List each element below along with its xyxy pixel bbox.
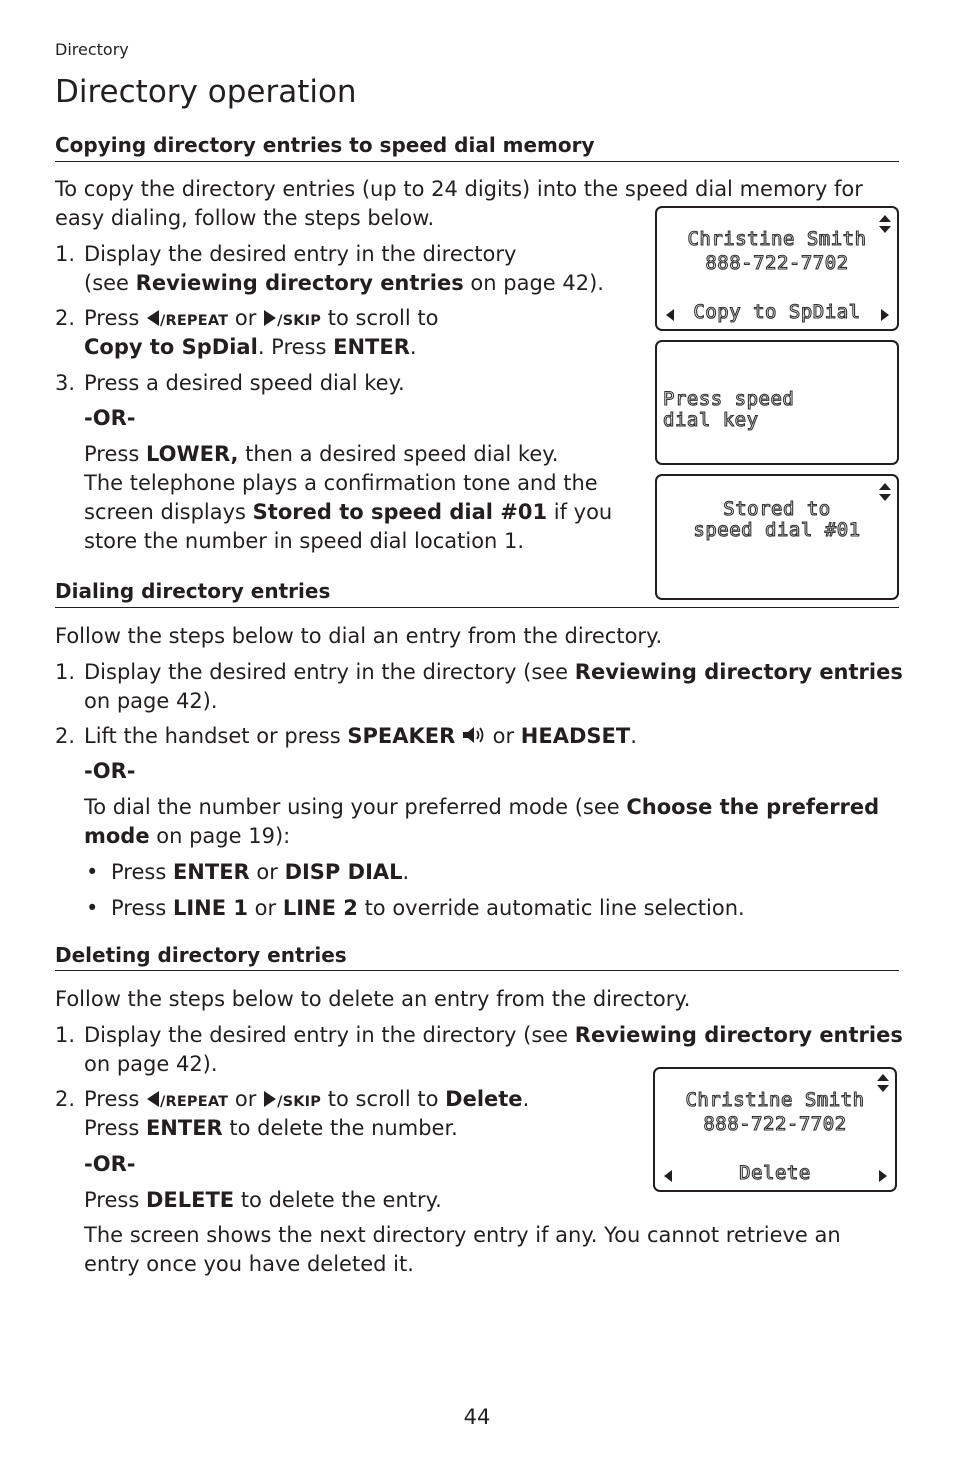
copy-intro-line-1: To copy the directory entries (up to 24 digits) into the speed dial memory for bbox=[55, 177, 863, 201]
lcd-entry-name: Christine Smith bbox=[687, 228, 867, 250]
lcd-menu-option: Delete bbox=[739, 1162, 811, 1184]
dial-step-1-line-1: Display the desired entry in the directory (see Reviewing directory entries bbox=[84, 660, 903, 684]
delete-step-1-line-1: Display the desired entry in the directory (see Reviewing directory entries bbox=[84, 1023, 903, 1047]
dial-step-2-line-1: Lift the handset or press SPEAKER or HEADSET. bbox=[84, 724, 637, 748]
left-arrow-icon bbox=[146, 309, 160, 327]
page-title: Directory operation bbox=[55, 74, 357, 110]
right-arrow-icon bbox=[263, 1090, 277, 1108]
dial-section-heading: Dialing directory entries bbox=[55, 579, 331, 603]
copy-step-2-line-2: Copy to SpDial. Press ENTER. bbox=[84, 335, 417, 359]
lcd-stored-line-2: speed dial #01 bbox=[693, 519, 861, 541]
dial-step-2-line-2: To dial the number using your preferred mode (see Choose the preferred bbox=[84, 795, 880, 819]
lcd-entry-number: 888-722-7702 bbox=[703, 1113, 847, 1135]
lcd-menu-option: Copy to SpDial bbox=[693, 301, 861, 323]
right-arrow-icon bbox=[880, 308, 890, 322]
dial-bullet-2: Press LINE 1 or LINE 2 to override automatic line selection. bbox=[111, 896, 745, 920]
delete-step-2-line-3: Press DELETE to delete the entry. bbox=[84, 1188, 442, 1212]
skip-key-label: SKIP bbox=[282, 1094, 322, 1110]
delete-step-2-line-2: Press ENTER to delete the number. bbox=[84, 1116, 458, 1140]
delete-or-label: -OR- bbox=[84, 1152, 136, 1176]
delete-intro: Follow the steps below to delete an entry from the directory. bbox=[55, 987, 691, 1011]
delete-section-rule bbox=[55, 970, 899, 971]
lcd-screen-press-speed bbox=[655, 340, 899, 465]
copy-step-3-line-3: The telephone plays a confirmation tone and the bbox=[84, 471, 598, 495]
copy-step-3-line-2: Press LOWER, then a desired speed dial key. bbox=[84, 442, 559, 466]
dial-bullet-1: Press ENTER or DISP DIAL. bbox=[111, 860, 410, 884]
copy-section-rule bbox=[55, 161, 899, 162]
copy-step-1-line-1: Display the desired entry in the directory bbox=[84, 242, 517, 266]
copy-or-label: -OR- bbox=[84, 406, 136, 430]
dial-step-2-number: 2. bbox=[55, 724, 76, 748]
delete-step-2-line-1: Press /REPEAT or /SKIP to scroll to Delete. bbox=[84, 1087, 530, 1111]
bullet-marker: • bbox=[86, 860, 99, 884]
dial-step-1-line-2: on page 42). bbox=[84, 689, 218, 713]
copy-step-2-line-1: Press /REPEAT or /SKIP to scroll to bbox=[84, 306, 439, 330]
delete-step-2-number: 2. bbox=[55, 1087, 76, 1111]
lcd-prompt-line-1: Press speed bbox=[663, 388, 795, 410]
copy-step-1-number: 1. bbox=[55, 242, 76, 266]
delete-step-1-line-2: on page 42). bbox=[84, 1052, 218, 1076]
delete-step-1-number: 1. bbox=[55, 1023, 76, 1047]
lcd-entry-name: Christine Smith bbox=[685, 1089, 865, 1111]
copy-step-3-line-1: Press a desired speed dial key. bbox=[84, 371, 405, 395]
lcd-screen-delete bbox=[653, 1067, 897, 1192]
dial-step-1-number: 1. bbox=[55, 660, 76, 684]
cross-reference: Reviewing directory entries bbox=[135, 271, 464, 295]
copy-intro-line-2: easy dialing, follow the steps below. bbox=[55, 206, 435, 230]
dial-step-2-line-3: mode on page 19): bbox=[84, 824, 291, 848]
lcd-screen-stored bbox=[655, 474, 899, 600]
copy-step-2-number: 2. bbox=[55, 306, 76, 330]
dial-or-label: -OR- bbox=[84, 759, 136, 783]
delete-step-2-line-4: The screen shows the next directory entry if any. You cannot retrieve an bbox=[84, 1223, 841, 1247]
repeat-key-label: REPEAT bbox=[165, 313, 229, 329]
repeat-key-label: REPEAT bbox=[165, 1094, 229, 1110]
section-label: Directory bbox=[55, 40, 129, 59]
lcd-stored-line-1: Stored to bbox=[723, 498, 831, 520]
page-number: 44 bbox=[463, 1405, 491, 1429]
dial-section-rule bbox=[55, 607, 899, 608]
lcd-prompt-line-2: dial key bbox=[663, 409, 759, 431]
delete-step-2-line-5: entry once you have deleted it. bbox=[84, 1252, 414, 1276]
dial-intro: Follow the steps below to dial an entry from the directory. bbox=[55, 624, 663, 648]
copy-step-3-line-4: screen displays Stored to speed dial #01 if you bbox=[84, 500, 613, 524]
copy-step-3-number: 3. bbox=[55, 371, 76, 395]
copy-step-3-line-5: store the number in speed dial location 1. bbox=[84, 529, 525, 553]
speaker-icon bbox=[462, 725, 486, 745]
lcd-entry-number: 888-722-7702 bbox=[705, 252, 849, 274]
right-arrow-icon bbox=[878, 1169, 888, 1183]
copy-section-heading: Copying directory entries to speed dial memory bbox=[55, 133, 595, 157]
left-arrow-icon bbox=[146, 1090, 160, 1108]
delete-section-heading: Deleting directory entries bbox=[55, 943, 347, 967]
copy-step-1-line-2: (see Reviewing directory entries on page 42). bbox=[84, 271, 604, 295]
lcd-screen-copy bbox=[655, 206, 899, 331]
right-arrow-icon bbox=[263, 309, 277, 327]
skip-key-label: SKIP bbox=[282, 313, 322, 329]
bullet-marker: • bbox=[86, 896, 99, 920]
